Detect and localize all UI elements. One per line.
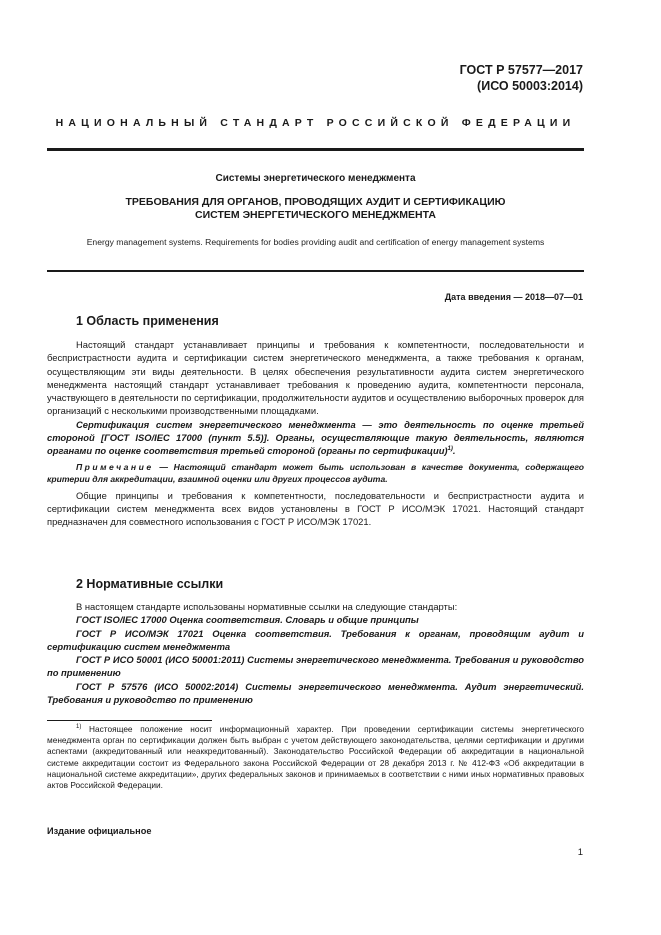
reference-item: ГОСТ Р ИСО/МЭК 17021 Оценка соответствия. Требования к органам, проводящим аудит и сертификацию систем менеджмента xyxy=(47,627,584,652)
note-text: — Настоящий стандарт может быть использован в качестве документа, содержащего критерии для аккредитации, взаимной оценки или других процессов аудита. xyxy=(47,461,584,484)
footnote-divider xyxy=(47,720,212,721)
reference-item: ГОСТ Р 57576 (ИСО 50002:2014) Системы энергетического менеджмента. Аудит энергетический. Требования и руководство по применению xyxy=(47,680,584,706)
header-divider xyxy=(47,148,584,151)
section-heading: 1 Область применения xyxy=(76,314,219,328)
footnote-ref[interactable]: 1) xyxy=(447,446,453,453)
iso-number: (ИСО 50003:2014) xyxy=(477,79,583,93)
official-edition-label: Издание официальное xyxy=(47,826,152,836)
national-standard-heading: НАЦИОНАЛЬНЫЙ СТАНДАРТ РОССИЙСКОЙ ФЕДЕРАЦИИ xyxy=(55,117,576,129)
section-heading: 2 Нормативные ссылки xyxy=(76,577,224,591)
standard-number xyxy=(460,62,583,94)
standard-title-line1: ТРЕБОВАНИЯ ДЛЯ ОРГАНОВ, ПРОВОДЯЩИХ АУДИТ И СЕРТИФИКАЦИЮ xyxy=(125,196,506,208)
footnote-marker: 1) xyxy=(76,724,82,731)
paragraph: В настоящем стандарте использованы нормативные ссылки на следующие стандарты: xyxy=(76,601,458,612)
note xyxy=(47,461,584,485)
section-normative-references xyxy=(47,577,584,706)
reference-item: ГОСТ Р ИСО 50001 (ИСО 50001:2011) Системы энергетического менеджмента. Требования и руководство по применению xyxy=(47,654,584,679)
section-scope xyxy=(47,314,584,529)
paragraph: Общие принципы и требования к компетентности, последовательности и беспристрастности аудита и сертификации систем менеджмента всех видов установлены в ГОСТ Р ИСО/МЭК 17021. Настоящий стандарт предназначен для совместного использования с ГОСТ Р ИСО/МЭК 17021. xyxy=(47,489,584,528)
standard-title xyxy=(47,196,584,222)
title-divider xyxy=(47,270,584,272)
gost-number: ГОСТ Р 57577—2017 xyxy=(459,63,583,77)
paragraph-text: Сертификация систем энергетического менеджмента — это деятельность по оценке третьей стороной [ГОСТ ISO/IEC 17000 (пункт 5.5)]. Органы, осуществляющие такую деятельность, являются органами по оценке соответствия третьей стороной (органы по сертификации) xyxy=(47,418,584,457)
paragraph: Настоящий стандарт устанавливает принципы и требования к компетентности, последовательности и беспристрастности аудита и сертификации систем энергетического менеджмента, а также требования к органам, осуществляющим эти виды деятельности. В целях обеспечения результативности аудита систем энергетического менеджмента настоящий стандарт устанавливает требования к проведению аудита, компетентности персонала, участвующего в деятельности по сертификации, продолжительности аудитов и осуществлению выборочных проверок для организаций с несколькими производственными площадками. xyxy=(47,339,584,417)
page-number: 1 xyxy=(577,847,583,858)
english-title: Energy management systems. Requirements for bodies providing audit and certification of energy management systems xyxy=(86,237,545,247)
paragraph xyxy=(47,418,584,458)
introduction-date: Дата введения — 2018—07—01 xyxy=(444,292,583,302)
reference-item: ГОСТ ISO/IEC 17000 Оценка соответствия. Словарь и общие принципы xyxy=(76,614,419,626)
note-label: Примечание xyxy=(76,461,154,472)
standard-title-line2: СИСТЕМ ЭНЕРГЕТИЧЕСКОГО МЕНЕДЖМЕНТА xyxy=(195,209,436,221)
footnote xyxy=(47,724,584,791)
paragraph-end: . xyxy=(452,445,456,457)
standard-subtitle: Системы энергетического менеджмента xyxy=(215,173,416,184)
footnote-text: Настоящее положение носит информационный характер. При проведении сертификации системы энергетического менеджмента орган по сертификации должен быть выбран с учетом действующего законодательства, целями сертификации и другими аспектами (аккредитованный или неаккредитованный). Законодательство Российской Федерации об аккредитации в национальной системе аккредитации состоит из Федерального закона Российской Федерации от 28 декабря 2013 г. № 412-ФЗ «Об аккредитации в национальной системе аккредитации», других федеральных законов и принимаемых в соответствии с ними иных нормативных правовых актов Российской Федерации. xyxy=(47,724,584,791)
